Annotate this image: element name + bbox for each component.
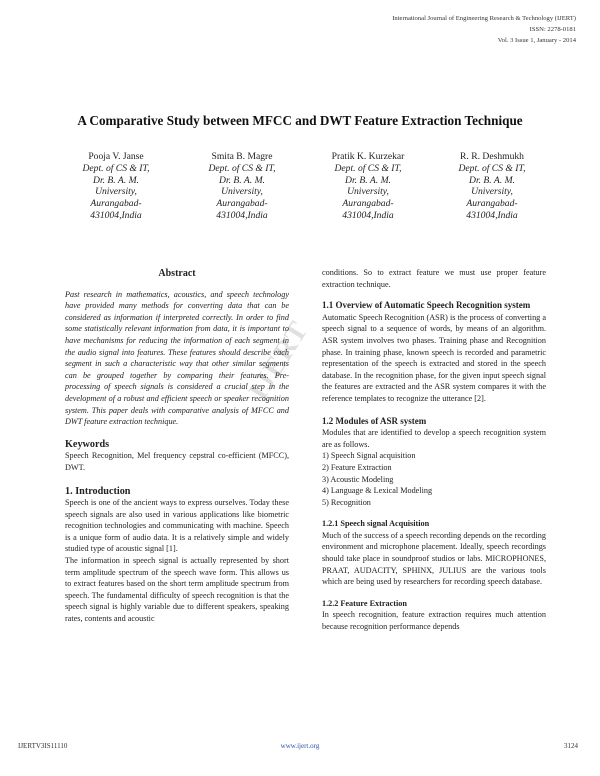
author-pin: 431004,India — [466, 209, 518, 221]
journal-name: International Journal of Engineering Research & Technology (IJERT) — [392, 15, 576, 22]
author-pin: 431004,India — [216, 209, 268, 221]
author-dept: Dept. of CS & IT, — [208, 162, 276, 174]
subsection-text: In speech recognition, feature extraction requires much attention because recognition performance depends — [322, 610, 546, 632]
author-pin: 431004,India — [90, 209, 142, 221]
intro-paragraph: Speech is one of the ancient ways to express ourselves. Today these speech signals are also used in various applications like biometric recognition technologies and communicating with machine. Speech is a unique form of audio data. It is a relatively simple and widely studied type of acoustic signal [1]. — [65, 498, 289, 554]
module-list — [322, 450, 546, 508]
list-item: 4) Language & Lexical Modeling — [322, 486, 433, 496]
list-item: 2) Feature Extraction — [322, 462, 392, 472]
list-item: 1) Speech Signal acquisition — [322, 451, 416, 461]
author-dept: Dept. of CS & IT, — [334, 162, 402, 174]
author-uni: Dr. B. A. M. — [93, 174, 139, 186]
journal-volume: Vol. 3 Issue 1, January - 2014 — [497, 37, 576, 44]
author-uni: University, — [347, 186, 389, 198]
author-name: R. R. Deshmukh — [460, 151, 524, 162]
author-uni: Dr. B. A. M. — [219, 174, 265, 186]
author-name: Pooja V. Janse — [88, 151, 144, 162]
abstract-heading: Abstract — [158, 268, 196, 279]
list-item: 3) Acoustic Modeling — [322, 474, 394, 484]
author-uni: University, — [221, 186, 263, 198]
author-block — [436, 151, 548, 222]
abstract-text: Past research in mathematics, acoustics, and speech technology have provided many methods for converting data that can be considered as information if interpreted correctly. In order to find some statistically relevant information from data, it is important to have mechanisms for reducing the information of each segment in the audio signal into features. These features should describe each segment in such a characteristic way that other similar segments can be grouped together by comparing their features. Pre-processing of speech signals is considered a crucial step in the development of a robust and efficient speech or speaker recognition system. This paper deals with comparative analysis of MFCC and DWT feature extraction technique. — [65, 289, 289, 427]
author-dept: Dept. of CS & IT, — [458, 162, 526, 174]
intro-heading: 1. Introduction — [65, 485, 131, 497]
footer-website-link[interactable]: www.ijert.org — [280, 742, 320, 750]
list-item: 5) Recognition — [322, 497, 371, 507]
continued-text: conditions. So to extract feature we must use proper feature extraction technique. — [322, 268, 546, 289]
author-uni: University, — [471, 186, 513, 198]
author-pin: 431004,India — [342, 209, 394, 221]
author-name: Pratik K. Kurzekar — [331, 151, 405, 162]
subsection-text: Much of the success of a speech recording depends on the recording environment and microphone placement. Ideally, speech recordings should take place in soundproof studios or labs. MICROPHONES, PRAAT, AUDACITY, SPHINX, JULIUS are the various tools which are being used by researchers for recording speech database. — [322, 530, 546, 587]
subsection-heading: 1.2.2 Feature Extraction — [322, 598, 407, 608]
left-column — [65, 268, 289, 625]
author-block — [186, 151, 298, 222]
footer-page-number: 3124 — [564, 742, 578, 750]
author-city: Aurangabad- — [466, 198, 518, 210]
author-uni: Dr. B. A. M. — [345, 174, 391, 186]
author-name: Smita B. Magre — [211, 151, 273, 162]
journal-header — [392, 13, 576, 46]
author-city: Aurangabad- — [90, 198, 142, 210]
footer-paper-id: IJERTV3IS11110 — [18, 742, 68, 750]
right-column — [322, 267, 546, 633]
section-text: Automatic Speech Recognition (ASR) is the process of converting a speech signal to a sequence of words, by means of an algorithm. ASR system involves two phases. Training phase and Recognition phase. In training phase, known speech is recorded and parametric representation of the speech is extracted and stored in the speech database. In the recognition phase, for the given input speech signal the features are extracted and the ASR system compares it with the reference templates to recognize the utterance [2]. — [322, 312, 546, 403]
author-block — [312, 151, 424, 222]
section-heading: 1.2 Modules of ASR system — [322, 415, 427, 426]
author-uni: University, — [95, 186, 137, 198]
author-city: Aurangabad- — [342, 198, 394, 210]
keywords-heading: Keywords — [65, 438, 110, 450]
author-block — [60, 151, 172, 222]
author-city: Aurangabad- — [216, 198, 268, 210]
watermark: IJERT — [242, 315, 315, 406]
paper-title: A Comparative Study between MFCC and DWT Feature Extraction Technique — [77, 113, 523, 128]
author-dept: Dept. of CS & IT, — [82, 162, 150, 174]
section-heading: 1.1 Overview of Automatic Speech Recognition system — [322, 300, 531, 311]
subsection-heading: 1.2.1 Speech signal Acquisition — [322, 519, 430, 529]
intro-paragraph: The information in speech signal is actually represented by short term amplitude spectrum of the speech wave form. This allows us to extract features based on the short term amplitude spectrum from speech. The fundamental difficulty of speech recognition is that the speech signal is highly variable due to different speakers, speaking rates, contents and acoustic — [65, 556, 289, 624]
author-uni: Dr. B. A. M. — [469, 174, 515, 186]
section-text: Modules that are identified to develop a speech recognition system are as follows. — [322, 428, 546, 449]
journal-issn: ISSN: 2278-0181 — [529, 26, 576, 33]
keywords-text: Speech Recognition, Mel frequency cepstral co-efficient (MFCC), DWT. — [65, 451, 289, 472]
